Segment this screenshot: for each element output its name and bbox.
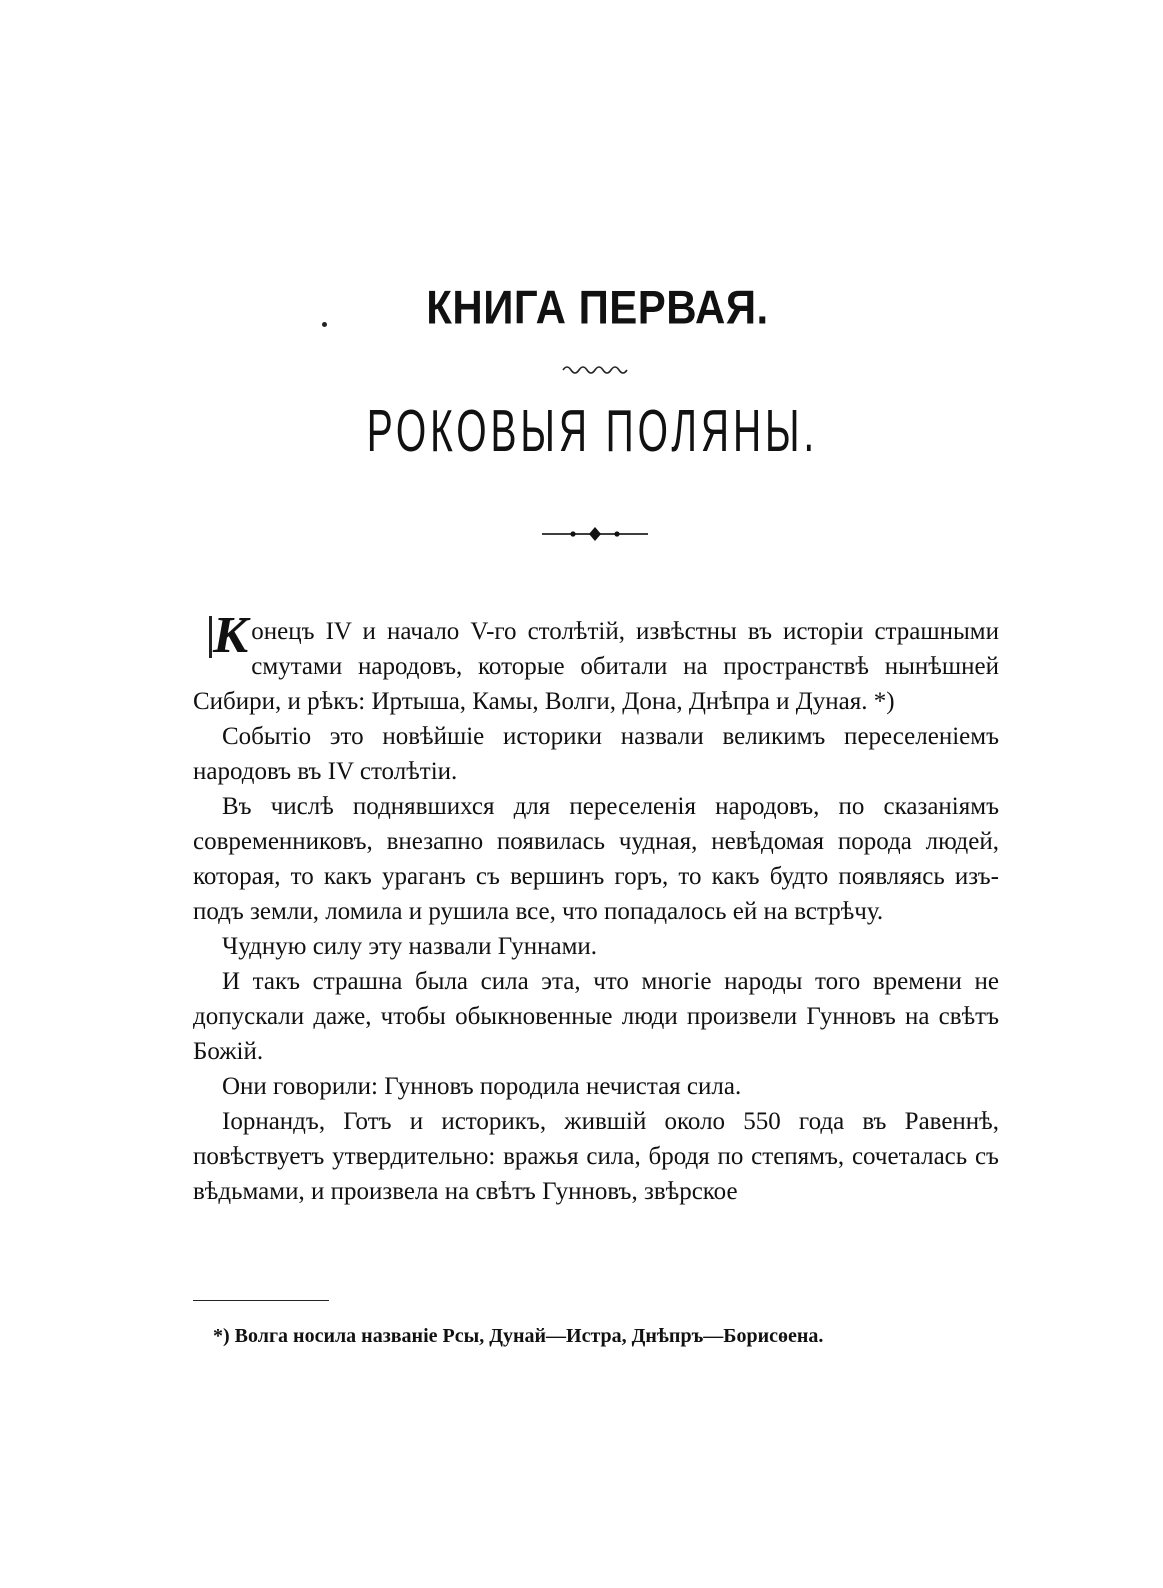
paragraph — [193, 607, 999, 719]
body-text — [193, 607, 999, 1209]
paragraph: Чудную силу эту назвали Гуннами. — [222, 933, 598, 960]
paragraph: Въ числѣ поднявшихся для переселенія народовъ, по сказаніямъ современниковъ, внезапно появилась чудная, невѣдомая порода людей, которая, то какъ ураганъ съ вершинъ горъ, то какъ будто появляясь изъ-подъ земли, ломила и рушила все, что попадалось ей на встрѣчу. — [193, 793, 999, 925]
ornament-divider — [540, 525, 650, 543]
footnote-rule — [193, 1300, 329, 1301]
footnote: *) Волга носила названіе Рсы, Дунай—Истра, Днѣпръ—Борисөена. — [213, 1325, 824, 1347]
part-title: РОКОВЫЯ ПОЛЯНЫ. — [366, 397, 819, 465]
drop-cap: К — [209, 616, 249, 658]
book-title: КНИГА ПЕРВАЯ. — [426, 281, 769, 334]
wavy-divider — [562, 362, 628, 374]
paragraph: Они говорили: Гунновъ породила нечистая сила. — [222, 1073, 742, 1100]
paragraph: Іорнандъ, Готъ и историкъ, жившій около 550 года въ Равеннѣ, повѣствуетъ утвердительно: вражья сила, бродя по степямъ, сочеталась съ вѣдьмами, и произвела на свѣтъ Гунновъ, звѣрское — [193, 1108, 999, 1205]
paragraph: Событіо это новѣйшіе историки назвали великимъ переселеніемъ народовъ въ IV столѣтіи. — [193, 723, 999, 785]
paragraph-text: онецъ IV и начало V-го столѣтій, извѣстны въ исторіи страшными смутами народовъ, которые обитали на пространствѣ нынѣшней Сибири, и рѣкъ: Иртыша, Камы, Волги, Дона, Днѣпра и Дуная. *) — [193, 618, 999, 715]
paragraph: И такъ страшна была сила эта, что многіе народы того времени не допускали даже, чтобы обыкновенные люди произвели Гунновъ на свѣтъ Божій. — [193, 968, 999, 1065]
